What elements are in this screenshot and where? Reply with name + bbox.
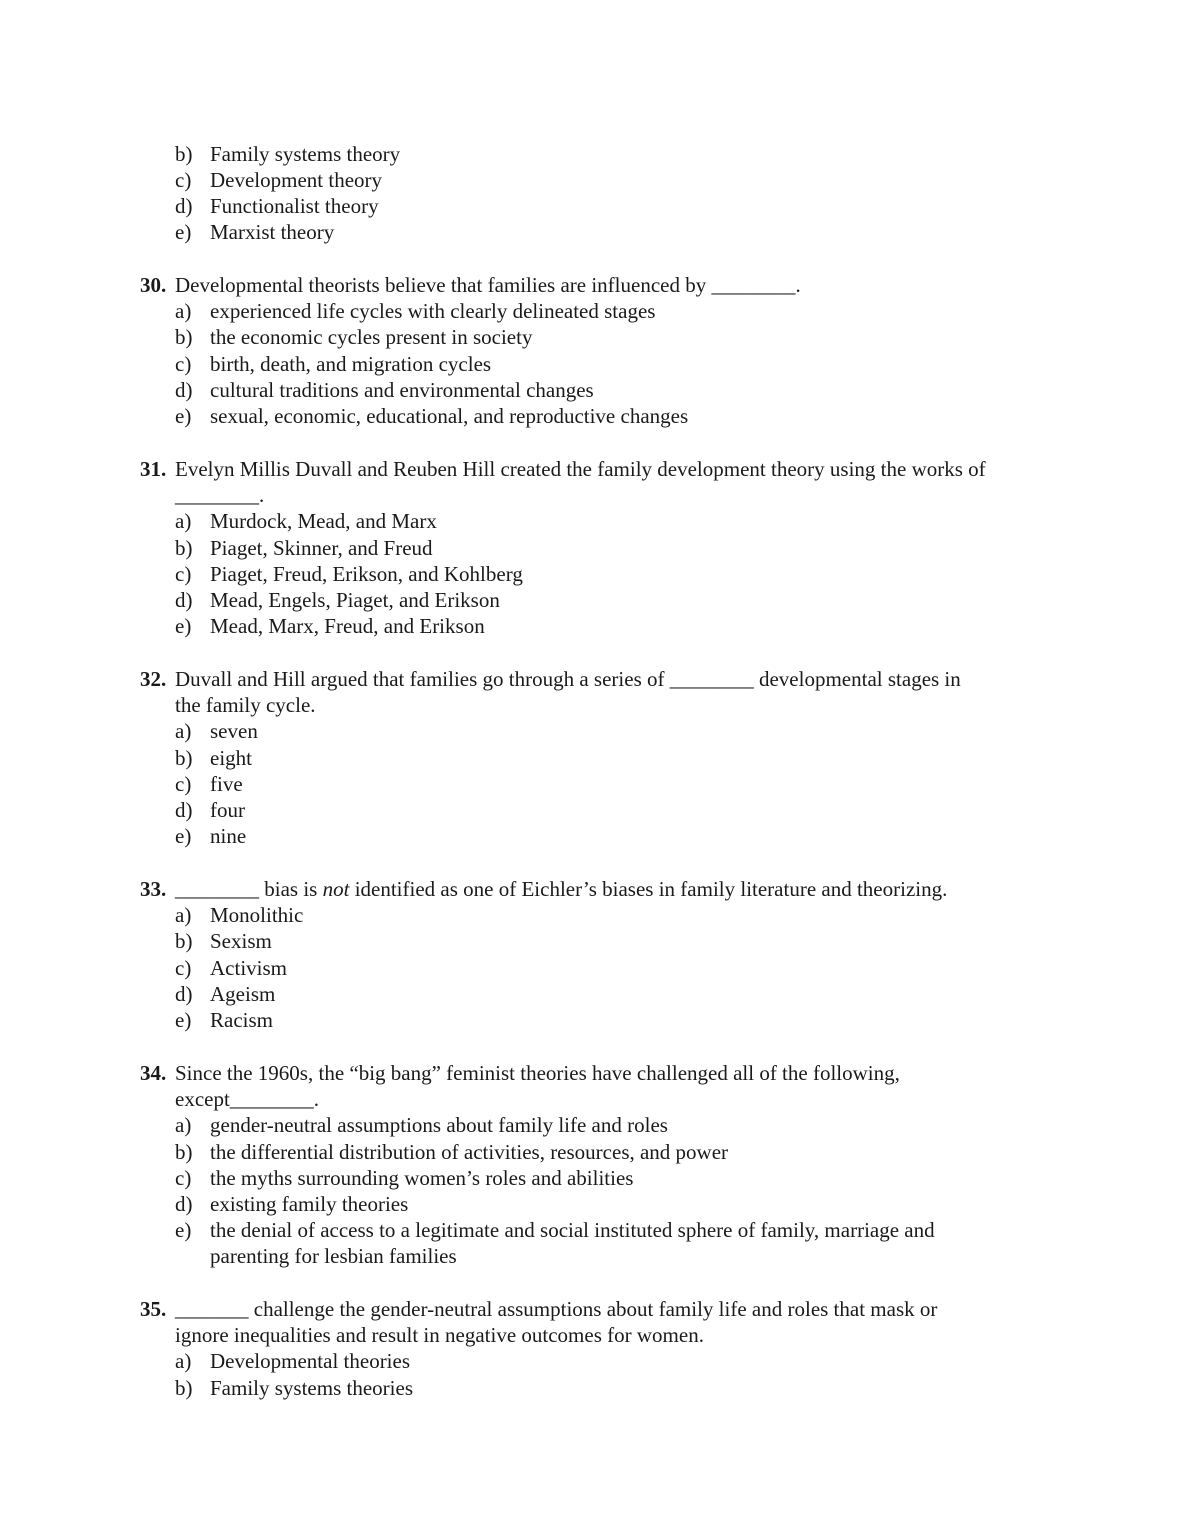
option-letter: b) <box>175 142 193 166</box>
option-text: five <box>210 772 243 796</box>
option-letter: c) <box>175 772 192 796</box>
option-text: the economic cycles present in society <box>210 325 533 349</box>
option-letter: c) <box>175 956 192 980</box>
option-letter: d) <box>175 982 193 1006</box>
option-letter: c) <box>175 352 192 376</box>
option-letter: d) <box>175 1192 193 1216</box>
question-stem: Evelyn Millis Duvall and Reuben Hill created the family development theory using the works of <box>175 457 986 481</box>
option-letter: c) <box>175 1166 192 1190</box>
option-letter: b) <box>175 1376 193 1400</box>
question-number: 34. <box>140 1061 167 1085</box>
option-text: Racism <box>210 1008 273 1032</box>
question-number: 32. <box>140 667 167 691</box>
option-letter: e) <box>175 1218 192 1242</box>
question-stem <box>175 876 947 902</box>
option-letter: a) <box>175 719 192 743</box>
question-stem: _______ challenge the gender-neutral assumptions about family life and roles that mask or <box>175 1297 938 1321</box>
option-letter: d) <box>175 798 193 822</box>
option-text: Family systems theory <box>210 142 401 166</box>
question-stem: Duvall and Hill argued that families go through a series of ________ developmental stages in <box>175 667 961 691</box>
option-letter: e) <box>175 1008 192 1032</box>
option-letter: d) <box>175 378 193 402</box>
option-letter: e) <box>175 404 192 428</box>
option-text: Activism <box>210 956 287 980</box>
option-text: Monolithic <box>210 903 304 927</box>
option-letter: a) <box>175 1113 192 1137</box>
option-letter: a) <box>175 509 192 533</box>
option-text: existing family theories <box>210 1192 409 1216</box>
question-stem: Developmental theorists believe that families are influenced by ________. <box>175 273 801 297</box>
option-text: Sexism <box>210 929 272 953</box>
option-text-continued: parenting for lesbian families <box>210 1244 457 1268</box>
question-stem: Since the 1960s, the “big bang” feminist theories have challenged all of the following, <box>175 1061 900 1085</box>
question-stem-continued: ________. <box>175 483 265 507</box>
question-number: 31. <box>140 457 167 481</box>
option-letter: b) <box>175 536 193 560</box>
stem-part: ________ bias is <box>175 877 323 901</box>
option-letter: a) <box>175 299 192 323</box>
option-text: gender-neutral assumptions about family life and roles <box>210 1113 668 1137</box>
option-text: birth, death, and migration cycles <box>210 352 492 376</box>
option-letter: a) <box>175 1349 192 1373</box>
option-text: sexual, economic, educational, and reproductive changes <box>210 404 689 428</box>
option-letter: d) <box>175 194 193 218</box>
option-letter: b) <box>175 1140 193 1164</box>
option-text: Developmental theories <box>210 1349 411 1373</box>
option-letter: c) <box>175 168 192 192</box>
option-letter: b) <box>175 929 193 953</box>
option-letter: e) <box>175 220 192 244</box>
option-text: Ageism <box>210 982 276 1006</box>
option-text: experienced life cycles with clearly delineated stages <box>210 299 656 323</box>
option-text: Piaget, Skinner, and Freud <box>210 536 433 560</box>
option-text: Mead, Engels, Piaget, and Erikson <box>210 588 500 612</box>
option-text: the differential distribution of activities, resources, and power <box>210 1140 729 1164</box>
stem-part: identified as one of Eichler’s biases in family literature and theorizing. <box>349 877 948 901</box>
option-text: the denial of access to a legitimate and social instituted sphere of family, marriage and <box>210 1218 935 1242</box>
option-letter: a) <box>175 903 192 927</box>
option-letter: d) <box>175 588 193 612</box>
option-text: four <box>210 798 245 822</box>
option-letter: b) <box>175 746 193 770</box>
option-text: Functionalist theory <box>210 194 379 218</box>
option-letter: e) <box>175 824 192 848</box>
question-number: 30. <box>140 273 167 297</box>
question-number: 35. <box>140 1297 167 1321</box>
stem-emphasis: not <box>322 877 350 901</box>
question-stem-continued: ignore inequalities and result in negative outcomes for women. <box>175 1323 704 1347</box>
question-number: 33. <box>140 877 167 901</box>
option-text: Marxist theory <box>210 220 335 244</box>
option-text: seven <box>210 719 258 743</box>
question-stem-continued: the family cycle. <box>175 693 316 717</box>
option-text: eight <box>210 746 252 770</box>
option-letter: e) <box>175 614 192 638</box>
option-text: Piaget, Freud, Erikson, and Kohlberg <box>210 562 523 586</box>
question-stem-continued: except________. <box>175 1087 320 1111</box>
option-text: nine <box>210 824 247 848</box>
option-letter: c) <box>175 562 192 586</box>
option-text: the myths surrounding women’s roles and abilities <box>210 1166 634 1190</box>
option-text: cultural traditions and environmental changes <box>210 378 594 402</box>
option-letter: b) <box>175 325 193 349</box>
option-text: Family systems theories <box>210 1376 413 1400</box>
option-text: Development theory <box>210 168 383 192</box>
option-text: Mead, Marx, Freud, and Erikson <box>210 614 485 638</box>
option-text: Murdock, Mead, and Marx <box>210 509 437 533</box>
